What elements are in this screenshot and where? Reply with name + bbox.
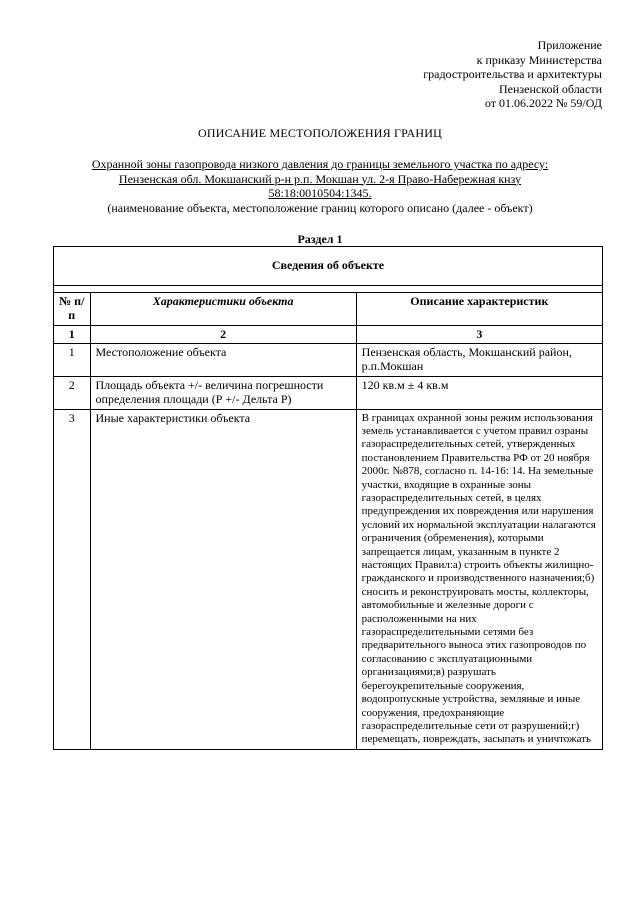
- row-num: 1: [54, 344, 91, 377]
- table-caption: Сведения об объекте: [54, 247, 603, 286]
- table-spacer-row: [54, 286, 603, 293]
- header-description: Описание характеристик: [356, 293, 602, 326]
- row-num: 2: [54, 376, 91, 409]
- object-name-line: Охранной зоны газопровода низкого давления до границы земельного участка по адресу:: [91, 157, 549, 171]
- row-description: В границах охранной зоны режим использования земель устанавливается с учетом правил озраны газораспределительных сетей, утвержденных постановлением Правительства РФ от 20 ноября 2000г. №878, согласно п. 14-16: 14. На земельные участки, входящие в охранные зоны газораспределительных сетей, в целях предупреждения их повреждения или нарушения условий их нормальной эксплуатации налагаются ограничения (обременения), которыми запрещается лицам, указанным в пункте 2 настоящих Правил:а) строить объекты жилищно-гражданского и производственного назначения;б) сносить и реконструировать мосты, коллекторы, автомобильные и железные дороги с расположенными на них газораспределительными сетями без предварительного выноса этих газопроводов по согласованию с эксплуатационными организациями;в) разрушать берегоукрепительные сооружения, водопропускные устройства, земляные и иные сооружения, предохраняющие газораспределительные сети от разрушений;г) перемещать, повреждать, засыпать и уничтожать: [356, 409, 602, 749]
- column-number-row: [54, 325, 603, 344]
- appendix-block: [423, 38, 602, 111]
- object-info-table: [53, 246, 603, 750]
- table-header-row: [54, 293, 603, 326]
- table-spacer: [54, 286, 603, 293]
- appendix-line: Пензенской области: [499, 81, 602, 96]
- header-num: № п/п: [54, 293, 91, 326]
- column-number: 3: [356, 325, 602, 344]
- column-number: 2: [90, 325, 356, 344]
- table-row: [54, 344, 603, 377]
- row-characteristic: Площадь объекта +/- величина погрешности определения площади (Р +/- Дельта Р): [90, 376, 356, 409]
- header-characteristic: Характеристики объекта: [90, 293, 356, 326]
- column-number: 1: [54, 325, 91, 344]
- appendix-line: к приказу Министерства: [476, 52, 602, 67]
- document-title: ОПИСАНИЕ МЕСТОПОЛОЖЕНИЯ ГРАНИЦ: [198, 126, 442, 140]
- object-name-line: Пензенская обл. Мокшанский р-н р.п. Мокшан ул. 2-я Право-Набережная кнзу: [118, 171, 522, 186]
- table-row: [54, 376, 603, 409]
- table-caption-row: [54, 247, 603, 286]
- appendix-line: Приложение: [537, 38, 602, 52]
- row-description: Пензенская область, Мокшанский район, р.п.Мокшан: [356, 344, 602, 377]
- appendix-line: градостроительства и архитектуры: [423, 67, 602, 81]
- object-description: [60, 157, 580, 215]
- row-characteristic: Иные характеристики объекта: [90, 409, 356, 749]
- table-row: [54, 409, 603, 749]
- row-num: 3: [54, 409, 91, 749]
- object-note: (наименование объекта, местоположение границ которого описано (далее - объект): [107, 200, 533, 215]
- row-description: 120 кв.м ± 4 кв.м: [356, 376, 602, 409]
- object-name-line: 58:18:0010504:1345.: [268, 186, 372, 200]
- row-characteristic: Местоположение объекта: [90, 344, 356, 377]
- section-heading: Раздел 1: [297, 232, 343, 246]
- appendix-line: от 01.06.2022 № 59/ОД: [484, 96, 602, 110]
